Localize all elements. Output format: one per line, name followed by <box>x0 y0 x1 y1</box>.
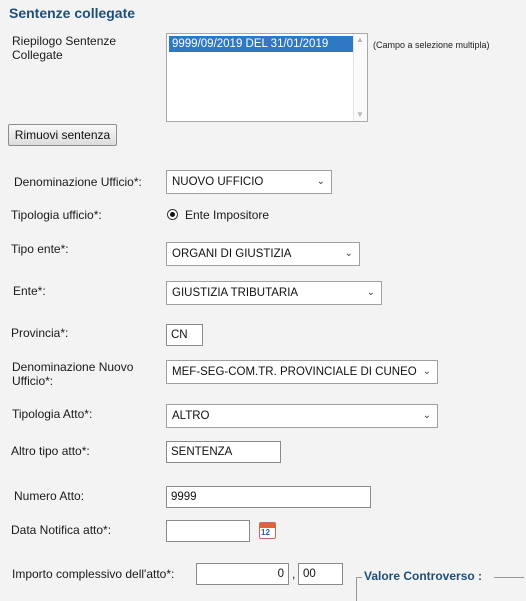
chevron-down-icon: ⌄ <box>316 176 325 187</box>
denominazione-nuovo-select[interactable] <box>166 360 438 384</box>
tipo-ente-value: ORGANI DI GIUSTIZIA <box>172 248 292 260</box>
tipologia-atto-value: ALTRO <box>172 410 210 422</box>
riepilogo-label-line1: Riepilogo Sentenze <box>12 34 117 48</box>
chevron-down-icon: ⌄ <box>344 248 353 259</box>
valore-controverso-title: Valore Controverso : <box>364 569 483 583</box>
tipo-ente-select[interactable] <box>166 242 360 266</box>
altro-tipo-label: Altro tipo atto*: <box>11 444 90 458</box>
ente-value: GIUSTIZIA TRIBUTARIA <box>172 287 299 299</box>
tipo-ente-label: Tipo ente*: <box>11 242 69 256</box>
sentenze-listbox[interactable] <box>166 33 368 122</box>
remove-sentenza-button[interactable]: Rimuovi sentenza <box>8 124 117 146</box>
listbox-scrollbar[interactable] <box>353 34 367 121</box>
data-notifica-label: Data Notifica atto*: <box>11 523 112 537</box>
fieldset-border-left <box>356 577 362 601</box>
denominazione-ufficio-select[interactable] <box>166 170 332 194</box>
denominazione-ufficio-value: NUOVO UFFICIO <box>172 176 264 188</box>
tipologia-ufficio-label: Tipologia ufficio*: <box>11 208 102 222</box>
importo-decimal-input[interactable]: 00 <box>298 563 343 585</box>
chevron-down-icon: ⌄ <box>422 366 431 377</box>
scroll-down-icon[interactable]: ▼ <box>356 110 364 119</box>
importo-separator: , <box>292 567 296 581</box>
calendar-day: 12 <box>261 528 270 537</box>
ente-impositore-label: Ente Impositore <box>185 208 270 222</box>
multi-select-hint: (Campo a selezione multipla) <box>373 40 490 50</box>
numero-atto-label: Numero Atto: <box>14 489 85 503</box>
importo-label: Importo complessivo dell'atto*: <box>12 567 175 581</box>
ente-impositore-radio[interactable] <box>167 209 178 220</box>
altro-tipo-input[interactable]: SENTENZA <box>166 441 281 463</box>
importo-integer-input[interactable]: 0 <box>196 563 289 585</box>
chevron-down-icon: ⌄ <box>366 287 375 298</box>
ente-label: Ente*: <box>13 284 46 298</box>
provincia-input[interactable]: CN <box>166 324 203 346</box>
ente-select[interactable] <box>166 281 382 305</box>
data-notifica-input[interactable] <box>166 520 250 542</box>
denominazione-nuovo-label-line1: Denominazione Nuovo <box>12 360 134 374</box>
denominazione-ufficio-label: Denominazione Ufficio*: <box>14 175 142 189</box>
fieldset-border-top <box>494 577 524 578</box>
section-title: Sentenze collegate <box>9 5 136 21</box>
tipologia-atto-label: Tipologia Atto*: <box>12 407 93 421</box>
chevron-down-icon: ⌄ <box>422 410 431 421</box>
denominazione-nuovo-value: MEF-SEG-COM.TR. PROVINCIALE DI CUNEO <box>172 366 417 378</box>
denominazione-nuovo-label <box>12 360 133 388</box>
scroll-up-icon[interactable]: ▲ <box>356 35 364 44</box>
riepilogo-label <box>12 34 116 62</box>
denominazione-nuovo-label-line2: Ufficio*: <box>12 374 54 388</box>
numero-atto-input[interactable]: 9999 <box>166 486 371 508</box>
calendar-icon[interactable] <box>259 522 276 539</box>
provincia-label: Provincia*: <box>11 326 69 340</box>
selected-sentenza-item[interactable]: 9999/09/2019 DEL 31/01/2019 <box>169 36 353 52</box>
tipologia-atto-select[interactable] <box>166 404 438 428</box>
riepilogo-label-line2: Collegate <box>12 48 63 62</box>
